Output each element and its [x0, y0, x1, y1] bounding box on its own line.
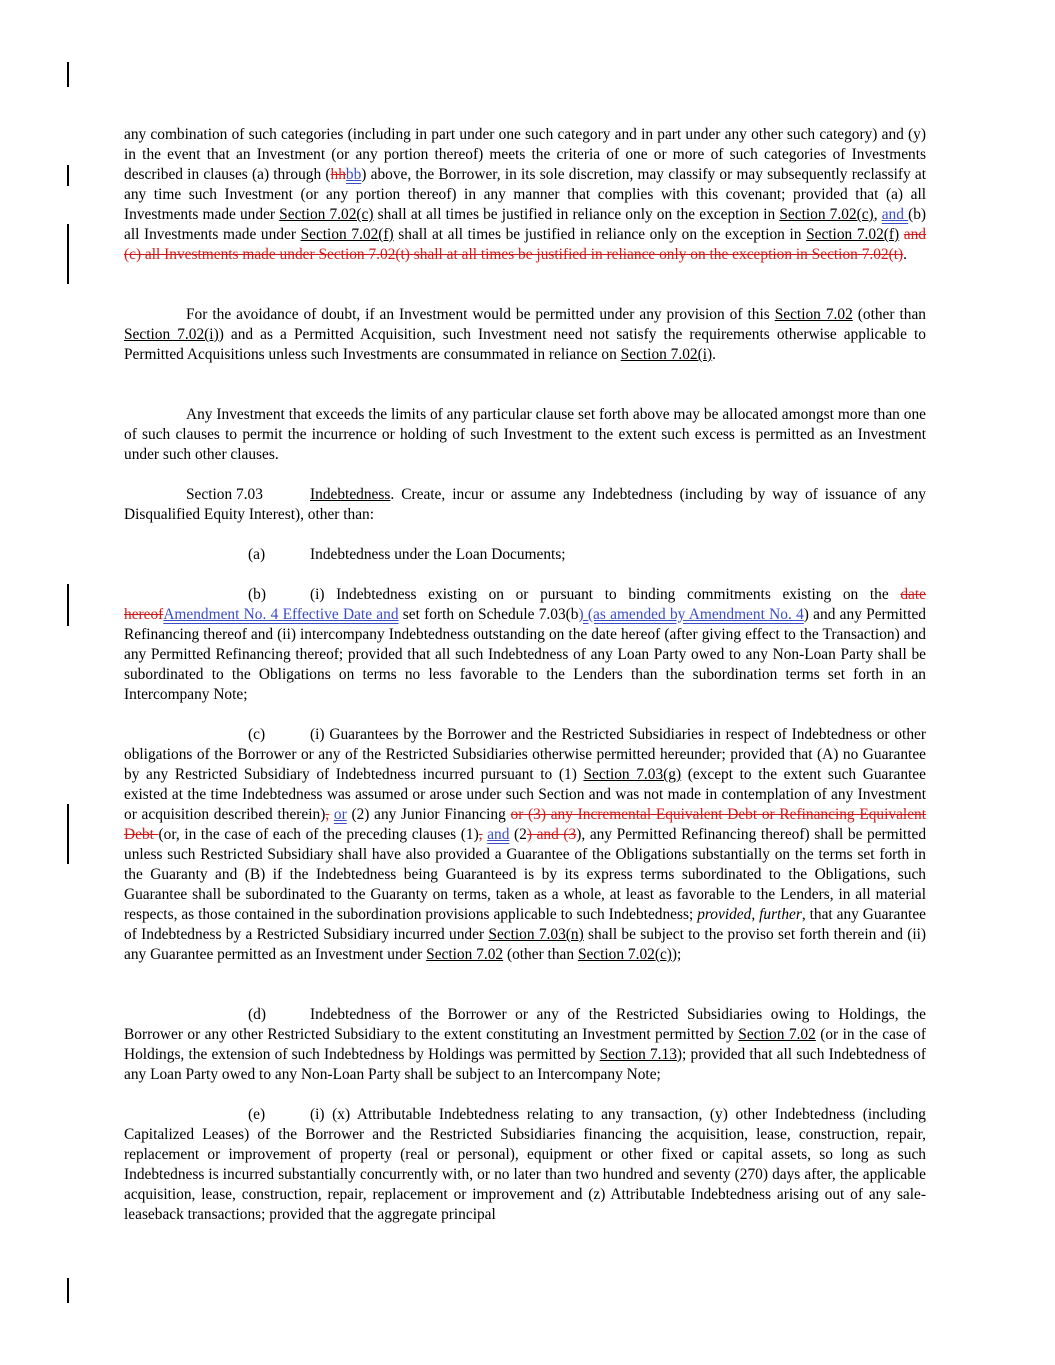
section-reference: Section 7.02(i) [124, 326, 219, 343]
section-heading: Indebtedness [310, 486, 391, 503]
change-bar [67, 165, 69, 186]
inserted-text: bb [345, 166, 362, 183]
deleted-text: date hereof [124, 586, 926, 623]
inserted-text: and [881, 206, 909, 223]
section-reference: Section 7.02(i) [620, 346, 713, 363]
inserted-text: and [487, 826, 510, 843]
paragraph-avoidance-of-doubt: For the avoidance of doubt, if an Investment would be permitted under any provision of this Section 7.02 (other than Section 7.02(i)) and as a Permitted Acquisition, such Investment need not satisfy the requirements otherwise applicable to Permitted Acquisitions unless such Investments are consummated in reliance on Section 7.02(i). [124, 306, 927, 363]
paragraph-investment-classification: any combination of such categories (including in part under one such category and in part under any other such category) and (y) in the event that an Investment (or any portion thereof) meets the criteria of one or more of such categories of Investments described in clauses (a) through (hhbb) above, the Borrower, in its sole discretion, may classify or may subsequently reclassify at any time such Investment (or any portion thereof) in any manner that complies with this covenant; provided that (a) all Investments made under Section 7.02(c) shall at all times be justified in reliance only on the exception in Section 7.02(c), and (b) all Investments made under Section 7.02(f) shall at all times be justified in reliance only on the exception in Section 7.02(f) and (c) all Investments made under Section 7.02(t) shall at all times be justified in reliance only on the exception in Section 7.02(t). [124, 126, 927, 263]
section-reference: Section 7.02(c) [779, 206, 874, 223]
section-number: Section 7.03 [186, 486, 263, 503]
change-bar [67, 62, 69, 87]
change-bar [67, 584, 69, 626]
clause-label: (d) [248, 1006, 266, 1023]
change-bar [67, 224, 69, 284]
clause-c: (c) (i) Guarantees by the Borrower and the Restricted Subsidiaries in respect of Indebtedness or other obligations of the Borrower or any of the Restricted Subsidiaries otherwise permitted hereunder; provided that (A) no Guarantee by any Restricted Subsidiary of Indebtedness incurred pursuant to (1) Section 7.03(g) (except to the extent such Guarantee existed at the time Indebtedness was assumed or arose under such Section and was not made in contemplation of any Investment or acquisition described therein), or (2) any Junior Financing or (3) any Incremental Equivalent Debt or Refinancing Equivalent Debt (or, in the case of each of the preceding clauses (1), and (2) and (3), any Permitted Refinancing thereof) shall be permitted unless such Restricted Subsidiary shall have also provided a Guarantee of the Obligations substantially on the terms set forth in the Guaranty and (B) if the Indebtedness being Guaranteed is by its express terms subordinated to the Obligations, such Guarantee shall be subordinated to the Guaranty on terms, taken as a whole, at least as favorable to the Lenders, in all material respects, as those contained in the subordination provisions applicable to such Indebtedness; provided, further, that any Guarantee of Indebtedness by a Restricted Subsidiary incurred under Section 7.03(n) shall be subject to the proviso set forth therein and (ii) any Guarantee permitted as an Investment under Section 7.02 (other than Section 7.02(c)); [124, 726, 927, 963]
clause-label: (c) [248, 726, 266, 743]
section-reference: Section 7.13 [599, 1046, 677, 1063]
section-reference: Section 7.02(c) [279, 206, 374, 223]
clause-e: (e) (i) (x) Attributable Indebtedness relating to any transaction, (y) other Indebtedness (including Capitalized Leases) of the Borrower and the Restricted Subsidiaries financing the acquisition, lease, construction, repair, replacement or improvement of property (real or personal), equipment or other fixed or capital assets, so long as such Indebtedness is incurred substantially concurrently with, or no later than two hundred and seventy (270) days after, the applicable acquisition, lease, construction, repair, replacement or improvement and (z) Attributable Indebtedness arising out of any sale-leaseback transactions; provided that the aggregate principal [124, 1106, 926, 1223]
clause-b: (b) (i) Indebtedness existing on or pursuant to binding commitments existing on the date hereofAmendment No. 4 Effective Date and set forth on Schedule 7.03(b) (as amended by Amendment No. 4) and any Permitted Refinancing thereof and (ii) intercompany Indebtedness outstanding on the date hereof (after giving effect to the Transaction) and any Permitted Refinancing thereof; provided that all such Indebtedness of any Loan Party owed to any Non-Loan Party shall be subordinated to the Obligations on terms no less favorable to the Lenders than the subordination terms set forth in an Intercompany Note; [124, 586, 927, 703]
section-reference: Section 7.02(f) [300, 226, 394, 243]
deleted-text: hh [330, 166, 346, 183]
clause-label: (b) [248, 586, 266, 603]
clause-a: (a) Indebtedness under the Loan Documents; [248, 546, 566, 563]
deleted-text: ) and (3 [526, 826, 577, 843]
deleted-text: and (c) all Investments made under Section 7.02(t) shall at all times be justified in reliance only on the exception in Section 7.02(t) [124, 226, 926, 263]
section-reference: Section 7.02(c) [577, 946, 672, 963]
paragraph-allocation: Any Investment that exceeds the limits of any particular clause set forth above may be allocated amongst more than one of such clauses to permit the incurrence or holding of such Investment to the extent such excess is permitted as an Investment under such other clauses. [124, 406, 926, 463]
clause-label: (e) [248, 1106, 266, 1123]
deleted-text: , [325, 806, 330, 823]
change-bar [67, 1278, 69, 1303]
section-reference: Section 7.02 [426, 946, 504, 963]
inserted-text: ) (as amended by Amendment No. 4 [578, 606, 804, 623]
section-reference: Section 7.02 [738, 1026, 816, 1043]
deleted-text: or (3) any Incremental Equivalent Debt or Refinancing Equivalent Debt [124, 806, 927, 843]
deleted-text: , [478, 826, 483, 843]
clause-label: (a) [248, 546, 266, 563]
italic-text: provided, further [697, 906, 802, 923]
section-reference: Section 7.03(n) [488, 926, 584, 943]
inserted-text: or [333, 806, 347, 823]
section-reference: Section 7.03(g) [583, 766, 682, 783]
section-reference: Section 7.02 [774, 306, 853, 323]
section-reference: Section 7.02(f) [806, 226, 900, 243]
change-bar [67, 804, 69, 864]
inserted-text: Amendment No. 4 Effective Date and [163, 606, 399, 623]
clause-d: (d) Indebtedness of the Borrower or any of the Restricted Subsidiaries owing to Holdings, the Borrower or any other Restricted Subsidiary to the extent constituting an Investment permitted by Section 7.02 (or in the case of Holdings, the extension of such Indebtedness by Holdings was permitted by Section 7.13); provided that all such Indebtedness of any Loan Party owed to any Non-Loan Party shall be subject to an Intercompany Note; [124, 1006, 926, 1083]
section-7-03-intro: Section 7.03 Indebtedness. Create, incur or assume any Indebtedness (including by way of issuance of any Disqualified Equity Interest), other than: [124, 486, 926, 523]
